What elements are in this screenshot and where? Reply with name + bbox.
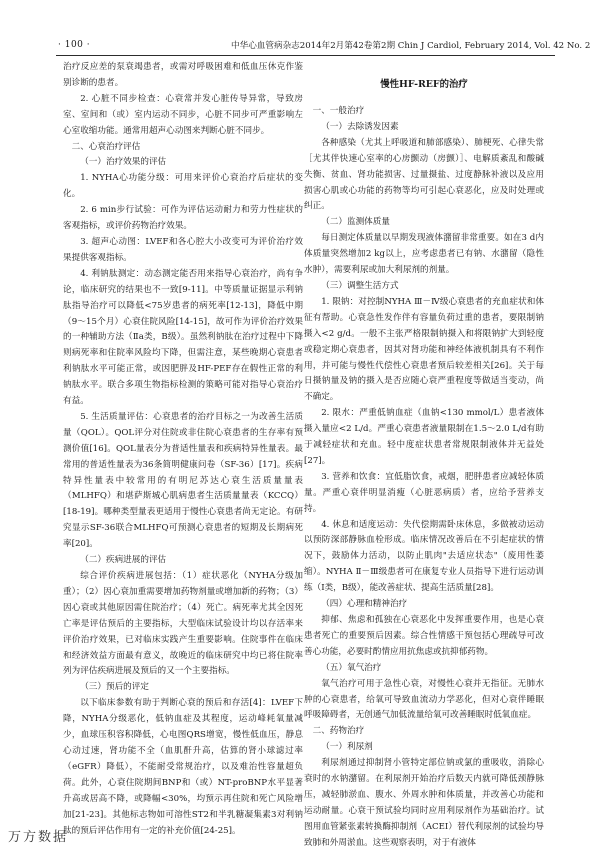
header-rule	[56, 55, 555, 56]
paragraph: 2. 心脏不同步检查：心衰常并发心脏传导异常，导致房室、室间和（或）室内运动不同步，心脏不同步可严重影响左心室收缩功能。通常用超声心动图来判断心脏不同步。	[63, 93, 303, 136]
paragraph: 3. 营养和饮食：宜低脂饮食，戒烟，肥胖患者应减轻体质量。严重心衰伴明显消瘦（心脏恶病质）者，应给予营养支持。	[304, 471, 544, 514]
paragraph: 4. 利钠肽测定：动态测定能否用来指导心衰治疗，尚有争论，临床研究的结果也不一致[9-11]。中等质量证据显示利钠肽指导治疗可以降低<75岁患者的病死率[12-13]，降低中期（9～15个月）心衰住院风险[14-15]，故可作为评价治疗效果的一种辅助方法（Ⅱa类，B级）。虽然利钠肽在治疗过程中下降则病死率和住院率风险均下降，但需注意，某些晚期心衰患者利钠肽水平可能正常，或因肥胖及HF-PEF存在假性正常的利钠肽水平。联合多项生物指标检测的策略可能对指导心衰治疗有益。	[63, 268, 303, 407]
paragraph: 每日测定体质量以早期发现液体潴留非常重要。如在3 d内体质量突然增加2 kg以上，应考虑患者已有钠、水潴留（隐性水肿），需要利尿或加大利尿剂的剂量。	[304, 233, 544, 276]
paragraph: 5. 生活质量评估：心衰患者的治疗目标之一为改善生活质量（QOL）。QOL评分对住院或非住院心衰患者的生存率有预测价值[16]。QOL量表分为普适性量表和疾病特异性量表。最常用的普适性量表为36条简明健康问卷（SF-36）[17]。疾病特异性量表中较常用的有明尼苏达心衰生活质量量表（MLHFQ）和堪萨斯城心肌病患者生活质量量表（KCCQ）[18-19]。哪种类型量表更适用于慢性心衰患者尚无定论。有研究显示SF-36联合MLHFQ可预测心衰患者的短期及长期病死率[20]。	[63, 411, 303, 550]
subsection-heading: （一）利尿剂	[321, 742, 373, 753]
journal-header: 中华心血管病杂志2014年2月第42卷第2期 Chin J Cardiol, February 2014, Vol. 42 No. 2	[231, 41, 591, 51]
paragraph: 综合评价疾病进展包括：（1）症状恶化（NYHA分级加重）；（2）因心衰加重需要增加药物剂量或增加新的药物；（3）因心衰或其他原因需住院治疗；（4）死亡。病死率尤其全因死亡率是评估预后的主要指标，大型临床试验设计均以存活率来评价治疗效果，已对临床实践产生重要影响。住院事件在临床和经济效益方面最有意义，故晚近的临床研究中均已将住院率列为评估疾病进展及预后的又一个主要指标。	[63, 571, 303, 677]
subsection-heading: （一）去除诱发因素	[321, 121, 399, 132]
subsection-heading: （五）氧气治疗	[321, 662, 382, 673]
paragraph: 1. NYHA心功能分级：可用来评价心衰治疗后症状的变化。	[63, 173, 303, 200]
paragraph: 4. 休息和适度运动：失代偿期需卧床休息，多做被动运动以预防深部静脉血栓形成。临床情况改善后在不引起症状的情况下，鼓励体力活动，以防止肌肉"去适应状态"（废用性萎缩）。NYHA Ⅱ－Ⅲ级患者可在康复专业人员指导下进行运动训练（Ⅰ类，B级），能改善症状、提高生活质量[28]。	[304, 519, 544, 594]
subsection-heading: （一）治疗效果的评估	[80, 157, 167, 168]
page-number: · 100 ·	[58, 40, 91, 50]
paragraph: 3. 超声心动图：LVEF和各心腔大小改变可为评价治疗效果提供客观指标。	[63, 236, 303, 263]
paragraph: 1. 限钠：对控制NYHA Ⅲ－Ⅳ级心衰患者的充血症状和体征有帮助。心衰急性发作伴有容量负荷过重的患者，要限制钠摄入<2 g/d。一般不主张严格限制钠摄入和将限钠扩大到轻度或稳定期心衰患者，因其对肾功能和神经体液机制具有不利作用，并可能与慢性代偿性心衰患者预后较差相关[26]。关于每日摄钠量及钠的摄入是否应随心衰严重程度等做适当变动，尚不确定。	[304, 296, 544, 403]
section-heading: 一、一般治疗	[312, 106, 365, 116]
subsection-heading: （三）调整生活方式	[321, 280, 399, 291]
subsection-heading: （二）疾病进展的评估	[80, 555, 167, 566]
section-heading: 二、药物治疗	[312, 726, 365, 737]
paragraph: 2. 6 min步行试验：可作为评估运动耐力和劳力性症状的客观指标，或评价药物治疗效果。	[63, 205, 303, 232]
subsection-heading: （三）预后的评定	[80, 682, 149, 693]
section-heading: 二、心衰治疗评估	[71, 141, 141, 152]
paragraph: 治疗反应差的泵衰竭患者，或需对呼吸困难和低血压休克作鉴别诊断的患者。	[63, 62, 303, 88]
left-column	[63, 60, 303, 839]
subsection-heading: （四）心理和精神治疗	[321, 599, 408, 610]
subsection-heading: （二）监测体质量	[321, 217, 390, 228]
paragraph: 以下临床参数有助于判断心衰的预后和存活[4]：LVEF下降，NYHA分级恶化，低钠血症及其程度，运动峰耗氧量减少，血球压积容积降低，心电图QRS增宽，慢性低血压，静息心动过速，肾功能不全（血肌酐升高，估算的肾小球滤过率（eGFR）降低），不能耐受常规治疗，以及难治性容量超负荷。此外，心衰住院期间BNP和（或）NT-proBNP水平显著升高或居高不降，或降幅<30%，均预示再住院和死亡风险增加[21-23]。其他标志物如可溶性ST2和半乳糖凝集素3对利钠肽的预后评估作用有一定的补充价值[24-25]。	[63, 698, 303, 836]
paragraph: 抑郁、焦虑和孤独在心衰恶化中发挥重要作用，也是心衰患者死亡的重要预后因素。综合性情感干预包括心理疏导可改善心功能，必要时酌情应用抗焦虑或抗抑郁药物。	[304, 615, 544, 657]
right-column	[304, 60, 544, 852]
paragraph: 2. 限水：严重低钠血症（血钠<130 mmol/L）患者液体摄入量应<2 L/d。严重心衰患者液量限制在1.5～2.0 L/d有助于减轻症状和充血。轻中度症状患者常规限制液体并无益处[27]。	[304, 408, 544, 466]
watermark: 万方数据	[8, 830, 69, 845]
paragraph: 利尿剂通过抑制肾小管特定部位钠或氯的重吸收，消除心衰时的水钠潴留。在利尿剂开始治疗后数天内就可降低颈静脉压，减轻肺淤血、腹水、外周水肿和体质量，并改善心功能和运动耐量。心衰干预试验均同时应用利尿剂作为基础治疗。试图用血管紧张素转换酶抑制剂（ACEI）替代利尿剂的试验均导致肺和外周淤血。这些观察表明，对于有液体	[304, 758, 544, 848]
paragraph: 氧气治疗可用于急性心衰，对慢性心衰并无指征。无肺水肿的心衰患者，给氧可导致血流动力学恶化，但对心衰伴睡眠呼吸障碍者，无创通气加低流量给氧可改善睡眠时低氧血症。	[304, 678, 544, 721]
article-title: 慢性HF-REF的治疗	[380, 79, 468, 90]
paragraph: 各种感染（尤其上呼吸道和肺部感染）、肺梗死、心律失常［尤其伴快速心室率的心房颤动（房颤）］、电解质紊乱和酸碱失衡、贫血、肾功能损害、过量摄盐、过度静脉补液以及应用损害心肌或心功能的药物等均可引起心衰恶化，应及时处理或纠正。	[304, 137, 544, 212]
